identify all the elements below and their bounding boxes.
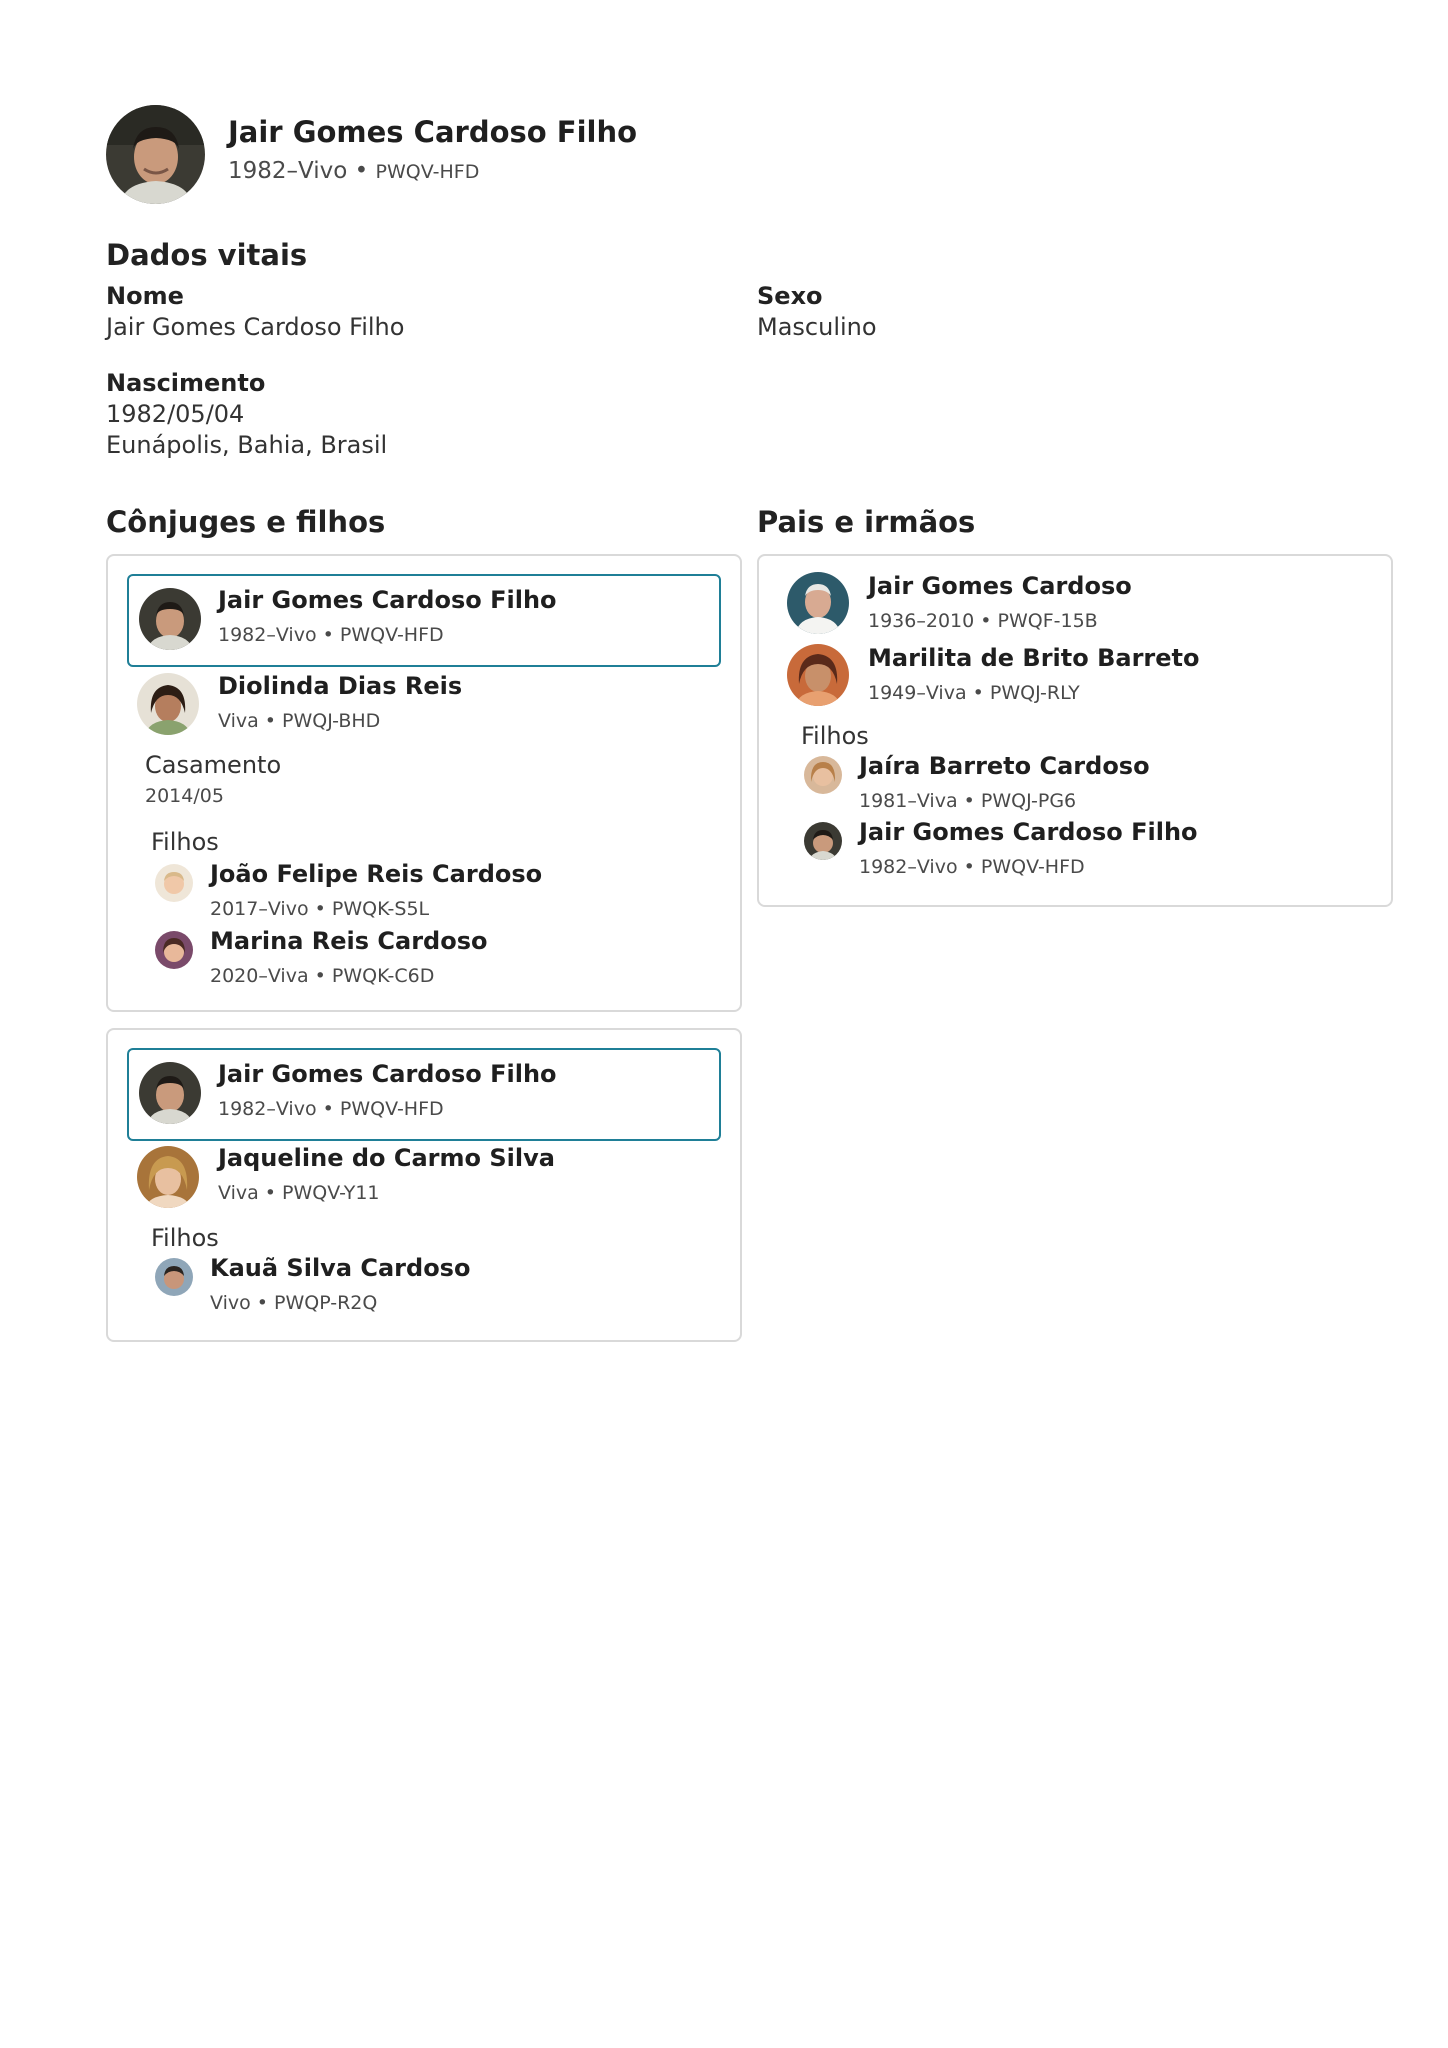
self-avatar-icon bbox=[139, 588, 201, 650]
children-label: Filhos bbox=[151, 828, 219, 856]
birth-label: Nascimento bbox=[106, 369, 266, 397]
mother-avatar-icon bbox=[787, 644, 849, 706]
profile-avatar bbox=[106, 105, 205, 204]
father-meta: 1936–2010 • PWQF-15B bbox=[868, 610, 1098, 632]
child-meta: 2017–Vivo • PWQK-S5L bbox=[210, 898, 430, 920]
profile-pid: PWQV-HFD bbox=[375, 161, 480, 183]
child-meta: 2020–Viva • PWQK-C6D bbox=[210, 965, 435, 987]
parents-card bbox=[757, 554, 1393, 907]
marriage-date: 2014/05 bbox=[145, 785, 224, 807]
family-card-2 bbox=[106, 1028, 742, 1342]
sibling-name[interactable]: Jaíra Barreto Cardoso bbox=[859, 752, 1150, 780]
sibling-meta: 1981–Viva • PWQJ-PG6 bbox=[859, 790, 1077, 812]
spouse-name[interactable]: Diolinda Dias Reis bbox=[218, 672, 463, 700]
name-label: Nome bbox=[106, 282, 184, 310]
father-name[interactable]: Jair Gomes Cardoso bbox=[868, 572, 1132, 600]
spouse-avatar-icon bbox=[137, 1146, 199, 1208]
self-meta: 1982–Vivo • PWQV-HFD bbox=[218, 624, 444, 646]
sex-value: Masculino bbox=[757, 313, 877, 341]
sibling-avatar-icon bbox=[804, 822, 842, 860]
child-avatar-icon bbox=[155, 931, 193, 969]
siblings-label: Filhos bbox=[801, 722, 869, 750]
self-name[interactable]: Jair Gomes Cardoso Filho bbox=[218, 586, 557, 614]
children-label: Filhos bbox=[151, 1224, 219, 1252]
birth-place: Eunápolis, Bahia, Brasil bbox=[106, 431, 388, 459]
child-name[interactable]: Marina Reis Cardoso bbox=[210, 927, 488, 955]
spouse-name[interactable]: Jaqueline do Carmo Silva bbox=[218, 1144, 555, 1172]
sibling-avatar-icon bbox=[804, 756, 842, 794]
child-meta: Vivo • PWQP-R2Q bbox=[210, 1292, 378, 1314]
self-name[interactable]: Jair Gomes Cardoso Filho bbox=[218, 1060, 557, 1088]
name-value: Jair Gomes Cardoso Filho bbox=[106, 313, 405, 341]
mother-meta: 1949–Viva • PWQJ-RLY bbox=[868, 682, 1080, 704]
mother-name[interactable]: Marilita de Brito Barreto bbox=[868, 644, 1200, 672]
sex-label: Sexo bbox=[757, 282, 823, 310]
spouse-meta: Viva • PWQJ-BHD bbox=[218, 710, 381, 732]
parents-section-title: Pais e irmãos bbox=[757, 505, 976, 539]
profile-meta bbox=[228, 158, 479, 184]
vitals-title: Dados vitais bbox=[106, 238, 308, 272]
self-person-box[interactable] bbox=[127, 1048, 721, 1141]
spouses-section-title: Cônjuges e filhos bbox=[106, 505, 386, 539]
spouse-meta: Viva • PWQV-Y11 bbox=[218, 1182, 380, 1204]
sibling-meta: 1982–Vivo • PWQV-HFD bbox=[859, 856, 1085, 878]
self-avatar-icon bbox=[139, 1062, 201, 1124]
birth-date: 1982/05/04 bbox=[106, 400, 245, 428]
family-card-1 bbox=[106, 554, 742, 1012]
self-person-box[interactable] bbox=[127, 574, 721, 667]
sibling-name[interactable]: Jair Gomes Cardoso Filho bbox=[859, 818, 1198, 846]
profile-separator: • bbox=[354, 158, 369, 184]
father-avatar-icon bbox=[787, 572, 849, 634]
self-meta: 1982–Vivo • PWQV-HFD bbox=[218, 1098, 444, 1120]
marriage-label: Casamento bbox=[145, 751, 282, 779]
child-name[interactable]: João Felipe Reis Cardoso bbox=[210, 860, 543, 888]
profile-lifespan: 1982–Vivo bbox=[228, 158, 348, 184]
spouse-avatar-icon bbox=[137, 673, 199, 735]
child-avatar-icon bbox=[155, 1258, 193, 1296]
child-avatar-icon bbox=[155, 864, 193, 902]
profile-name: Jair Gomes Cardoso Filho bbox=[228, 115, 638, 149]
child-name[interactable]: Kauã Silva Cardoso bbox=[210, 1254, 471, 1282]
